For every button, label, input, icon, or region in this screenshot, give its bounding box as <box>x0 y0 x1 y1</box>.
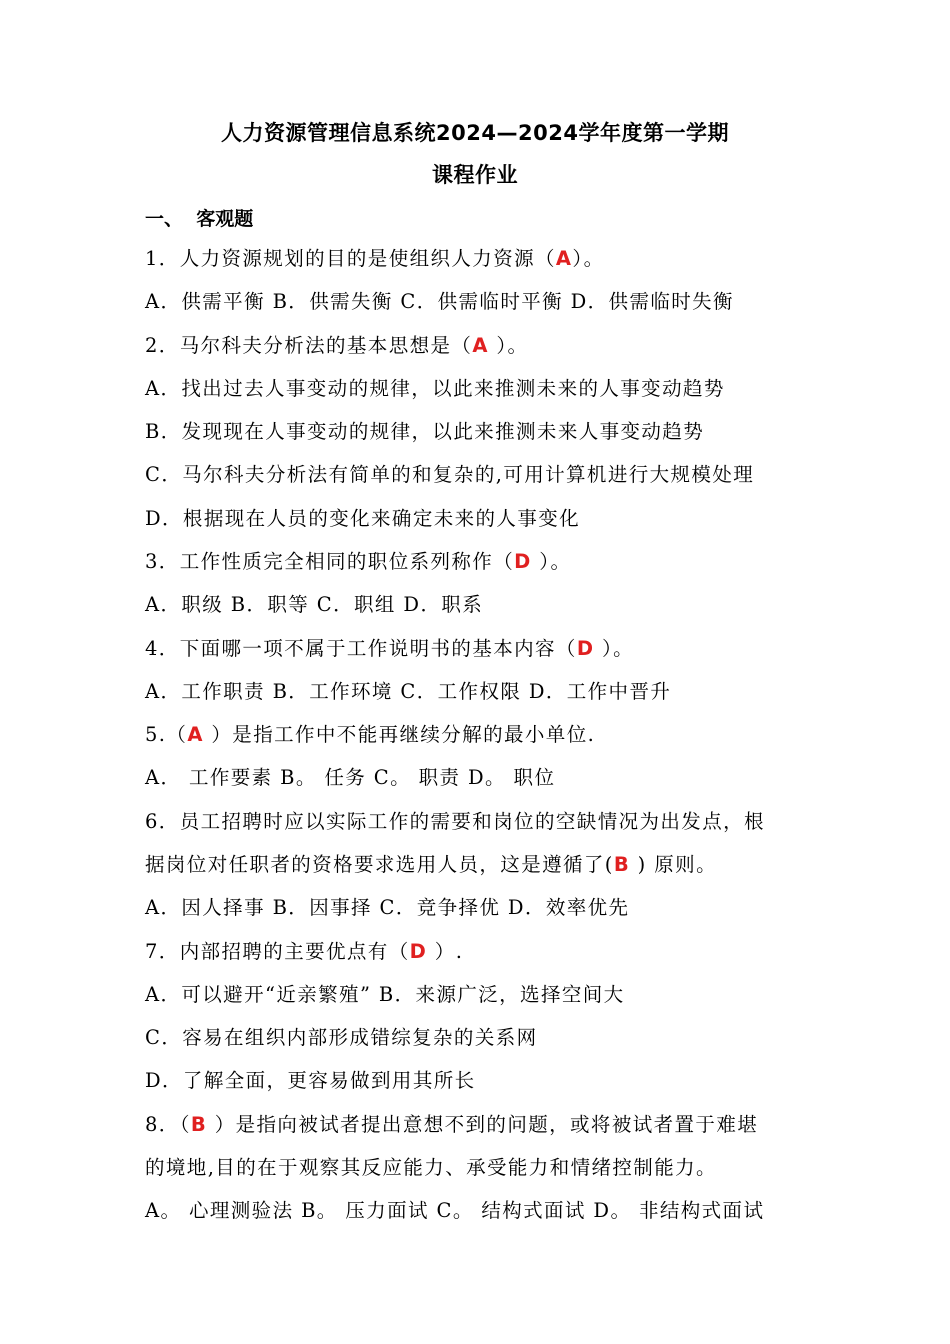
question-1-options: A．供需平衡 B．供需失衡 C．供需临时平衡 D．供需临时失衡 <box>145 290 734 313</box>
question-8-line-1: 8．（B ）是指向被试者提出意想不到的问题，或将被试者置于难堪 <box>145 1113 759 1136</box>
question-6-options: A．因人择事 B．因事择 C．竞争择优 D．效率优先 <box>145 896 630 919</box>
question-6-line-1: 6．员工招聘时应以实际工作的需要和岗位的空缺情况为出发点，根 <box>145 810 765 833</box>
question-7-option-d: D．了解全面，更容易做到用其所长 <box>145 1069 476 1092</box>
answer-mark: D <box>576 637 595 660</box>
question-4-options: A．工作职责 B．工作环境 C．工作权限 D．工作中晋升 <box>145 680 672 703</box>
question-2-option-b: B．发现现在人事变动的规律，以此来推测未来人事变动趋势 <box>145 420 705 443</box>
question-1: 1．人力资源规划的目的是使组织人力资源（A）。 <box>145 247 605 270</box>
section-heading: 一、 客观题 <box>145 208 254 230</box>
question-7-options-ab: A．可以避开“近亲繁殖” B．来源广泛，选择空间大 <box>145 983 625 1006</box>
document-subtitle: 课程作业 <box>432 163 518 187</box>
question-7-option-c: C．容易在组织内部形成错综复杂的关系网 <box>145 1026 538 1049</box>
question-6-line-2: 据岗位对任职者的资格要求选用人员，这是遵循了(B ) 原则。 <box>145 853 717 876</box>
answer-mark: A <box>187 723 204 746</box>
document-title: 人力资源管理信息系统2024—2024学年度第一学期 <box>221 121 729 145</box>
question-2-option-c: C．马尔科夫分析法有简单的和复杂的,可用计算机进行大规模处理 <box>145 463 755 486</box>
answer-mark: B <box>190 1113 208 1136</box>
answer-mark: A <box>472 334 489 357</box>
question-2: 2．马尔科夫分析法的基本思想是（A ）。 <box>145 334 529 357</box>
question-5-options: A． 工作要素 B。 任务 C。 职责 D。 职位 <box>145 766 556 789</box>
question-4: 4．下面哪一项不属于工作说明书的基本内容（D ）。 <box>145 637 635 660</box>
answer-mark: A <box>555 247 573 270</box>
question-5: 5.（A ）是指工作中不能再继续分解的最小单位. <box>145 723 596 746</box>
question-7: 7．内部招聘的主要优点有（D ）. <box>145 940 464 963</box>
answer-mark: D <box>514 550 532 573</box>
answer-mark: B <box>613 853 631 876</box>
question-3: 3．工作性质完全相同的职位系列称作（D ）。 <box>145 550 572 573</box>
question-8-options: A。 心理测验法 B。 压力面试 C。 结构式面试 D。 非结构式面试 <box>145 1199 765 1222</box>
question-2-option-d: D．根据现在人员的变化来确定未来的人事变化 <box>145 507 581 530</box>
question-3-options: A．职级 B．职等 C．职组 D．职系 <box>145 593 484 616</box>
question-2-option-a: A．找出过去人事变动的规律，以此来推测未来的人事变动趋势 <box>145 377 725 400</box>
question-8-line-2: 的境地,目的在于观察其反应能力、承受能力和情绪控制能力。 <box>145 1156 717 1179</box>
answer-mark: D <box>409 940 428 963</box>
